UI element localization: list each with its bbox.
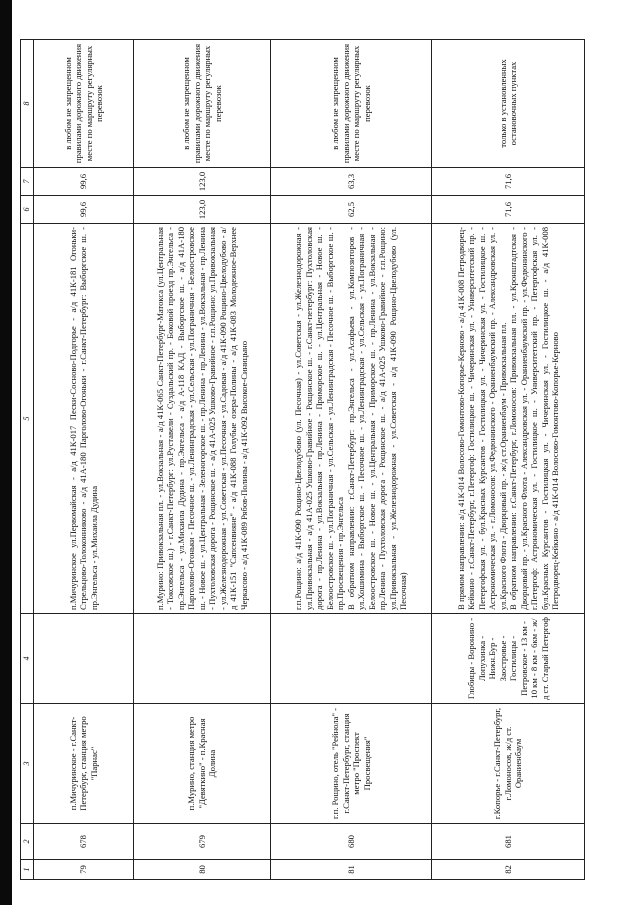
route-path-text: п.Мичуринское ул.Первомайская - а/д 41К-017 Пески-Сосново-Подгорье - а/д 41К-181 Огоньки-Стрельцово-Толоконниково - а/д 41А-180 Парголово-Огоньки - г.Санкт-Петербург: Выборгское ш. - пр.Энгельса - ул.Михаила Дудина (67, 227, 99, 610)
rotated-table-wrapper (20, 40, 620, 880)
table-row (271, 40, 432, 880)
table-row (34, 40, 134, 880)
table-row (134, 40, 271, 880)
stop-rule: только в установленных остановочных пунктах (432, 40, 585, 168)
route-path (432, 224, 585, 614)
header-cell: 2 (21, 824, 34, 860)
route-name: п.Мурино, станция метро "Девяткино" - п.Красная Долина (134, 704, 271, 824)
route-path-forward: В прямом направлении: а/д 41К-014 Волосово-Гомонтово-Копорье-Керново - а/д 41К-008 Петродворец-Кейкино - г.Санкт-Петербург, г.Петергоф: Гостилицкое ш. - Чичеринская ул. - Университетский пр. - Петергофская ул. - бул.Красных Курсантов - Гостилицкая ул. - Чичеринская ул. - Гостилицкое ш. - Астрономическая ул. - г.Ломоносов: ул.Федюнинского - Ораниенбаумский пр. - Александровская ул. - ул.Красного Флота - Дворцовый пр. - ж/д ст.Ораниенбаум - Привокзальная пл. (455, 227, 508, 610)
table-row (432, 40, 585, 880)
route-number: 680 (271, 824, 432, 860)
route-path-return: В обратном направлении: г.Санкт-Петербург: пр.Энгельса - ул.Асафьева - ул.Композиторов - ул.Хошимина - Выборгское ш. - Песочное ш. - ул.Ленинградская - ул.Сельская - ул.Пограничная - Белоостровское ш. - Новое ш. - ул.Центральная - Приморское ш. - пр.Ленина - ул.Вокзальная - пр.Ленина - Пухтоловская дорога - Рощинское ш. - а/д 41А-025 Ушково-Гравийное - г.п.Рощино: ул.Привокзальная - ул.Железнодорожная - ул.Советская - а/д 41К-090 Рощино-Цвелодубово (ул. Песочная) (345, 227, 409, 610)
row-number: 81 (271, 860, 432, 880)
route-name: г.Копорье - г.Санкт-Петербург, г.Ломоносов, ж/д ст. Ораниенбаум (432, 704, 585, 824)
header-cell: 4 (21, 614, 34, 704)
route-path-text: п.Мурино: Привокзальная пл. - ул.Вокзальная - а/д 41К-065 Санкт-Петербург-Матокса (ул.Центральная - Токсовское ш.) - г.Санкт-Петербург: ул.Руставели - Суздальский пр. - Боковой проезд пр.Энгельса - пр.Энгельса - ул.Михаила Дудина - пр.Энгельса - а/д А-118 КАД - Выборгское ш. - а/д 41А-180 Парголово-Огоньки - Песочное ш. - ул.Ленинградская - ул.Сельская - ул.Пограничная - Белоостровское ш. - Новое ш. - ул.Центральная - Зеленогорское ш. - пр.Ленина - пр.Ленина - ул.Вокзальная - пр.Ленина - Пухтоловская дорога - Рощинское ш. - а/д 41А-025 Ушково-Гравийное - г.п.Рощино: ул.Привокзальная - ул.Железнодорожная - ул.Советская - ул.Песочная - ул.Садовая - а/д 41К-090 Рощино-Цвелодубово - а/д 41К-151 "Сапсенвияне" - а/д 41К-088 Голубые озера-Полины - а/д 41К-083 Молодежное-Верхнее Черкасово - а/д 41К-089 Рябов-Полины - а/д 41К-092 Высокое-Синицыно (154, 227, 249, 610)
route-name: г.п. Рощино, отель "Рейнола" - г.Санкт-Петербург, станция метро "Проспект Просвещения" (271, 704, 432, 824)
intermediate-stops: Глобицы - Воронино - Лопухинка - Нижн.Бур - Заостровье - Гостилицы - Петровское - 13 км - 10 км - 8 км - 6км - ж/д ст. Старый Петергоф (432, 614, 585, 704)
row-number: 82 (432, 860, 585, 880)
route-path-return: В обратном направлении: г.Санкт-Петербург, г.Ломоносов: Привокзальная пл. - ул.Кронштадтская - Дворцовый пр. - ул.Красного Флота - Александровская ул. - Ораниенбаумский пр. - ул.Федюнинского - г.Петергоф: Астрономическая ул. - Гостилицкое ш. - Университетский пр. - Петергофская ул. - бул.Красных Курсантов - Гостилицкая ул. - Чичеринская ул. - Гостилицкое ш. - а/д 41К-008 Петродворец-Кейкино - а/д 41К-014 Волосово-Гомонтово-Копорье-Керново (508, 227, 560, 610)
header-cell: 1 (21, 860, 34, 880)
row-number: 80 (134, 860, 271, 880)
header-cell: 8 (21, 40, 34, 168)
route-path (271, 224, 432, 614)
stop-rule: в любом не запрещенном правилами дорожного движения месте по маршруту регулярных перевозок (34, 40, 134, 168)
route-path (34, 224, 134, 614)
length-back: 123,0 (134, 168, 271, 196)
length-forward: 99,6 (34, 196, 134, 224)
intermediate-stops (271, 614, 432, 704)
routes-table (20, 39, 585, 880)
route-number: 678 (34, 824, 134, 860)
header-cell: 6 (21, 196, 34, 224)
header-cell: 3 (21, 704, 34, 824)
route-number: 681 (432, 824, 585, 860)
length-back: 71,6 (432, 168, 585, 196)
row-number: 79 (34, 860, 134, 880)
length-forward: 62,5 (271, 196, 432, 224)
length-back: 63,3 (271, 168, 432, 196)
length-forward: 71,6 (432, 196, 585, 224)
route-number: 679 (134, 824, 271, 860)
header-row (21, 40, 34, 880)
length-back: 99,6 (34, 168, 134, 196)
intermediate-stops (34, 614, 134, 704)
stop-rule: в любом не запрещенном правилами дорожного движения месте по маршруту регулярных перевозок (134, 40, 271, 168)
intermediate-stops (134, 614, 271, 704)
length-forward: 123,0 (134, 196, 271, 224)
route-path-forward: г.п.Рощино: а/д 41К-090 Рощино-Цвелодубово (ул. Песочная) - ул.Советская - ул.Железнодорожная - ул.Привокзальная - а/д 41А-025 Ушково-Гравийное - Рощинское ш. - г.Санкт-петербург: Пухтоловская дорога - пр.Ленина - ул.Вокзальная - пр.Ленина - Приморское ш. - ул.Центральная - Новое ш. - Белоостровское ш. - ул.Пограничная - ул.Сельская - ул.Ленинградская - Песочное ш. - Выборгское ш. - пр.Просвещения - пр.Энгельса (293, 227, 346, 610)
header-cell: 5 (21, 224, 34, 614)
header-cell: 7 (21, 168, 34, 196)
route-path (134, 224, 271, 614)
stop-rule: в любом не запрещенном правилами дорожного движения месте по маршруту регулярных перевозок (271, 40, 432, 168)
route-name: п.Мичуринское - г.Санкт-Петербург, станция метро "Парнас" (34, 704, 134, 824)
